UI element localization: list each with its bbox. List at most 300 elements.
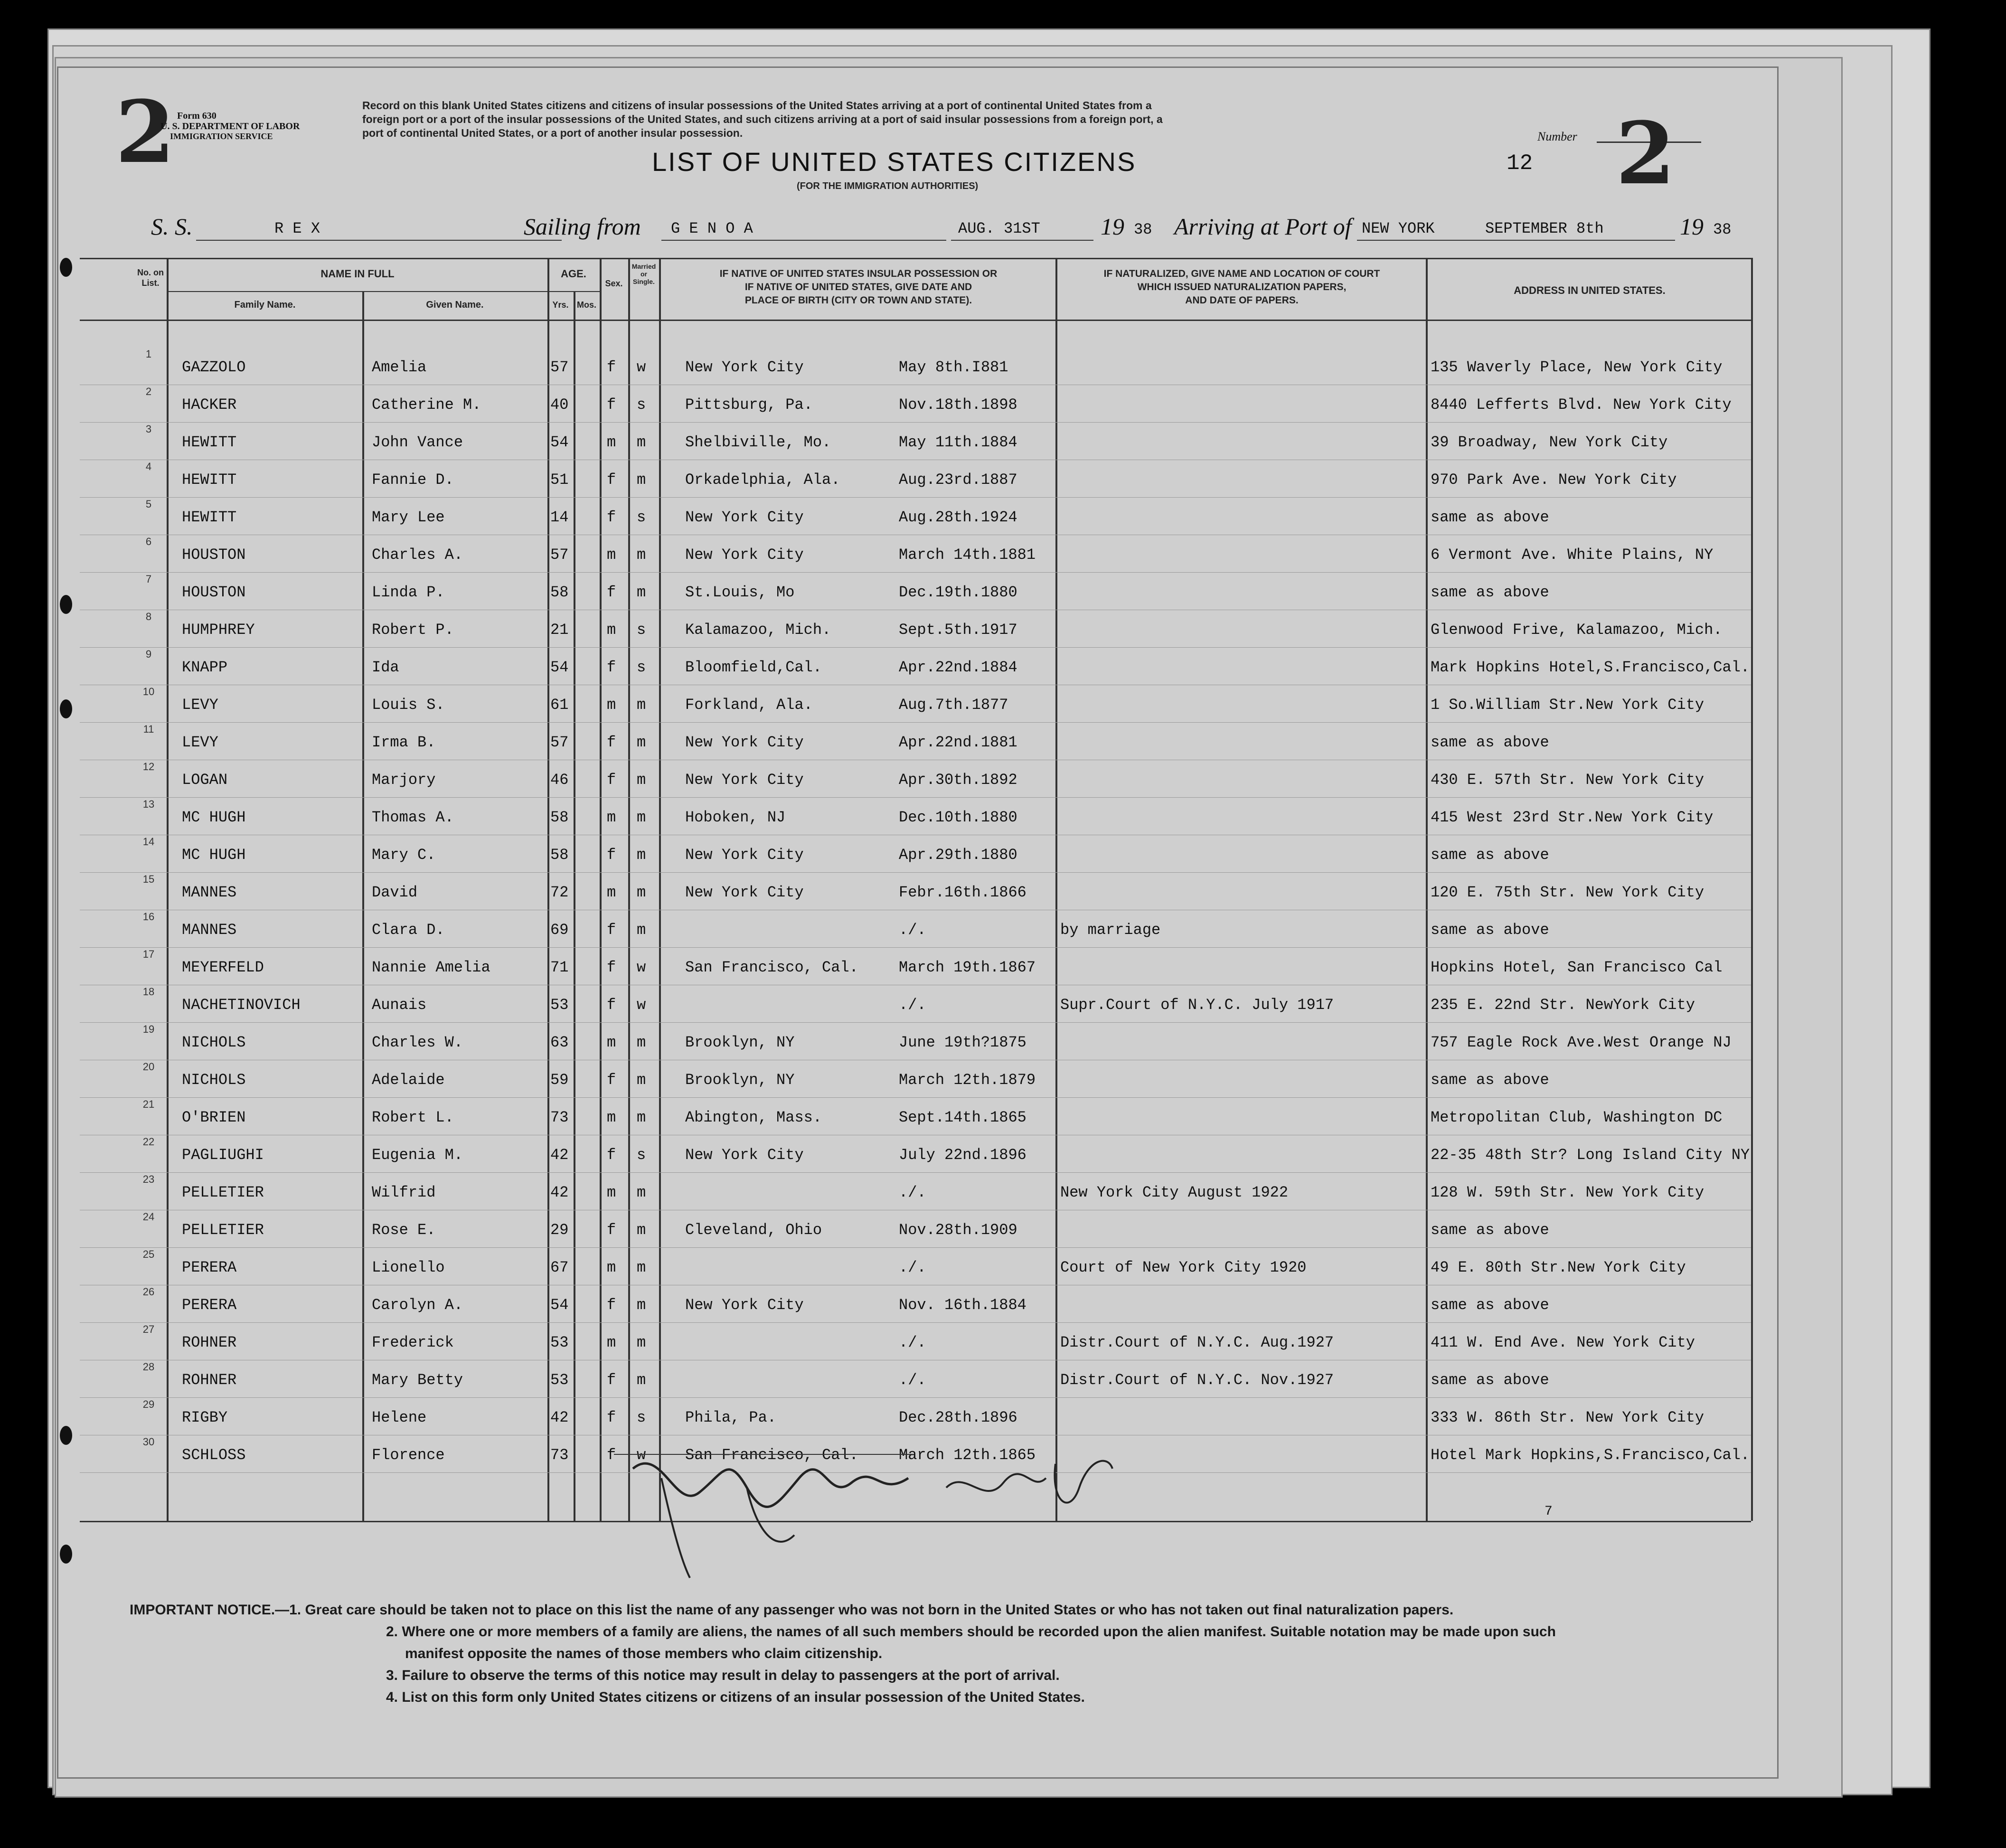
header-sex: Sex. (605, 279, 623, 288)
cell-age: 42 (550, 1146, 569, 1164)
table-row (58, 573, 1777, 610)
cell-date: Febr.16th.1866 (899, 884, 1027, 901)
header-naturalized (1058, 267, 1426, 307)
cell-given: Louis S. (372, 696, 445, 714)
header-married: Married or Single. (631, 263, 656, 285)
cell-age: 54 (550, 659, 569, 676)
cell-given: Ida (372, 659, 399, 676)
cell-address: 120 E. 75th Str. New York City (1431, 884, 1705, 901)
header-name-in-full: NAME IN FULL (320, 268, 395, 280)
table-row (58, 948, 1777, 985)
cell-place: New York City (685, 358, 804, 376)
table-row (58, 1286, 1777, 1323)
cell-ms: s (637, 396, 646, 414)
cell-given: Linda P. (372, 584, 445, 601)
port-from-underline (661, 240, 946, 241)
table-row (58, 1323, 1777, 1360)
table-row (58, 723, 1777, 760)
cell-date: Apr.22nd.1884 (899, 659, 1017, 676)
cell-sex: f (607, 734, 616, 751)
table-row (58, 1211, 1777, 1248)
sailing-label: Sailing from (524, 213, 641, 240)
notice-item-1: Great care should be taken not to place on this list the name of any passenger who was not born in the United States or who has not taken out final naturalization papers. (305, 1602, 1454, 1618)
cell-given: Mary Betty (372, 1371, 463, 1389)
cell-address: 6 Vermont Ave. White Plains, NY (1431, 546, 1714, 564)
cell-family: GAZZOLO (182, 358, 246, 376)
row-rule (80, 947, 1751, 948)
cell-family: PELLETIER (182, 1184, 264, 1201)
cell-family: LOGAN (182, 771, 228, 789)
row-rule (80, 1097, 1751, 1098)
cell-family: KNAPP (182, 659, 228, 676)
cell-ms: m (637, 584, 646, 601)
cell-date: Dec.28th.1896 (899, 1409, 1017, 1426)
cell-sex: f (607, 1296, 616, 1314)
page-subtitle: (FOR THE IMMIGRATION AUTHORITIES) (797, 181, 979, 191)
cell-address: same as above (1431, 1071, 1549, 1089)
row-number: 11 (143, 723, 154, 735)
cell-sex: f (607, 771, 616, 789)
cell-given: Frederick (372, 1334, 454, 1351)
cell-date: Apr.30th.1892 (899, 771, 1017, 789)
cell-ms: m (637, 1034, 646, 1051)
cell-ms: s (637, 659, 646, 676)
cell-address: 430 E. 57th Str. New York City (1431, 771, 1705, 789)
cell-given: Mary C. (372, 846, 436, 864)
table-row (58, 1061, 1777, 1098)
cell-ms: m (637, 471, 646, 489)
cell-age: 59 (550, 1071, 569, 1089)
table-row (58, 1173, 1777, 1210)
row-rule (80, 1397, 1751, 1398)
table-row (58, 798, 1777, 835)
service-name: IMMIGRATION SERVICE (170, 132, 273, 141)
cell-family: MC HUGH (182, 809, 246, 826)
cell-address: same as above (1431, 921, 1549, 939)
cell-ms: m (637, 1259, 646, 1276)
cell-place: San Francisco, Cal. (685, 1446, 858, 1464)
ship-underline (196, 240, 562, 241)
cell-age: 42 (550, 1409, 569, 1426)
department-name: U. S. DEPARTMENT OF LABOR (160, 121, 300, 132)
cell-age: 53 (550, 1334, 569, 1351)
cell-family: LEVY (182, 734, 218, 751)
row-number: 30 (142, 1436, 155, 1448)
table-top-border (80, 258, 1751, 259)
cell-age: 67 (550, 1259, 569, 1276)
cell-age: 58 (550, 809, 569, 826)
row-rule (80, 872, 1751, 873)
passenger-rows (58, 348, 1777, 1488)
cell-age: 53 (550, 1371, 569, 1389)
cell-given: Nannie Amelia (372, 959, 490, 976)
cell-family: PELLETIER (182, 1221, 264, 1239)
cell-date: ./. (899, 996, 926, 1014)
row-rule (80, 797, 1751, 798)
header-given-name: Given Name. (426, 300, 484, 310)
cell-age: 71 (550, 959, 569, 976)
cell-age: 58 (550, 846, 569, 864)
table-row (58, 1136, 1777, 1173)
cell-given: Robert L. (372, 1109, 454, 1126)
cell-family: MANNES (182, 884, 237, 901)
cell-age: 73 (550, 1446, 569, 1464)
row-rule (80, 647, 1751, 648)
row-number: 21 (142, 1098, 155, 1110)
header-natural-line-2: WHICH ISSUED NATURALIZATION PAPERS, (1137, 282, 1347, 292)
cell-address: 757 Eagle Rock Ave.West Orange NJ (1431, 1034, 1732, 1051)
cell-sex: f (607, 996, 616, 1014)
cell-ms: w (637, 959, 646, 976)
row-number: 10 (142, 686, 155, 698)
cell-date: Dec.10th.1880 (899, 809, 1017, 826)
cell-sex: m (607, 1034, 616, 1051)
cell-given: Lionello (372, 1259, 445, 1276)
cell-sex: m (607, 884, 616, 901)
cell-place: Bloomfield,Cal. (685, 659, 822, 676)
cell-given: Florence (372, 1446, 445, 1464)
cell-age: 58 (550, 584, 569, 601)
row-number: 25 (142, 1248, 155, 1260)
cell-sex: f (607, 1071, 616, 1089)
cell-sex: m (607, 621, 616, 639)
cell-given: Clara D. (372, 921, 445, 939)
cell-address: 415 West 23rd Str.New York City (1431, 809, 1714, 826)
table-row (58, 461, 1777, 498)
cell-place: Pittsburg, Pa. (685, 396, 813, 414)
cell-ms: s (637, 509, 646, 526)
table-row (58, 1248, 1777, 1285)
cell-date: Aug.7th.1877 (899, 696, 1008, 714)
page-number-left: 2 (115, 82, 175, 182)
cell-family: HACKER (182, 396, 237, 414)
header-natural-line-1: IF NATURALIZED, GIVE NAME AND LOCATION OF COURT (1103, 268, 1380, 279)
cell-given: Thomas A. (372, 809, 454, 826)
manifest-sheet (57, 66, 1779, 1779)
row-number: 24 (142, 1211, 155, 1223)
table-row (58, 648, 1777, 685)
cell-age: 53 (550, 996, 569, 1014)
cell-place: Kalamazoo, Mich. (685, 621, 831, 639)
cell-age: 29 (550, 1221, 569, 1239)
cell-age: 54 (550, 1296, 569, 1314)
row-number: 27 (142, 1323, 155, 1335)
cell-age: 57 (550, 734, 569, 751)
notice-item-3: 3. Failure to observe the terms of this notice may result in delay to passengers at the port of arrival. (386, 1668, 1060, 1683)
cell-sex: f (607, 358, 616, 376)
arrive-date: SEPTEMBER 8th (1485, 220, 1604, 237)
row-number: 18 (142, 986, 155, 998)
page-title: LIST OF UNITED STATES CITIZENS (652, 147, 1137, 177)
table-row (58, 1098, 1777, 1135)
form-number: Form 630 (177, 111, 217, 121)
cell-age: 72 (550, 884, 569, 901)
cell-sex: m (607, 1109, 616, 1126)
cell-date: Nov.18th.1898 (899, 396, 1017, 414)
row-number: 13 (142, 798, 155, 810)
cell-family: SCHLOSS (182, 1446, 246, 1464)
cell-place: New York City (685, 509, 804, 526)
cell-given: David (372, 884, 418, 901)
cell-place: Cleveland, Ohio (685, 1221, 822, 1239)
cell-date: March 19th.1867 (899, 959, 1036, 976)
cell-date: ./. (899, 1259, 926, 1276)
cell-family: MEYERFELD (182, 959, 264, 976)
cell-place: San Francisco, Cal. (685, 959, 858, 976)
depart-date-underline (951, 240, 1093, 241)
notice-item-2b: manifest opposite the names of those members who claim citizenship. (405, 1646, 883, 1661)
cell-address: same as above (1431, 1371, 1549, 1389)
cell-ms: m (637, 1334, 646, 1351)
cell-ms: m (637, 434, 646, 451)
arrive-year: 38 (1713, 221, 1732, 238)
cell-ms: w (637, 358, 646, 376)
cell-address: 333 W. 86th Str. New York City (1431, 1409, 1705, 1426)
cell-date: March 12th.1879 (899, 1071, 1036, 1089)
cell-place: Brooklyn, NY (685, 1034, 795, 1051)
cell-ms: m (637, 1071, 646, 1089)
cell-date: Nov. 16th.1884 (899, 1296, 1027, 1314)
cell-address: same as above (1431, 509, 1549, 526)
cell-address: 411 W. End Ave. New York City (1431, 1334, 1695, 1351)
cell-ms: m (637, 1371, 646, 1389)
cell-family: PERERA (182, 1259, 237, 1276)
cell-ms: m (637, 1109, 646, 1126)
cell-age: 40 (550, 396, 569, 414)
row-number: 14 (142, 836, 155, 848)
cell-given: Adelaide (372, 1071, 445, 1089)
cell-place: Abington, Mass. (685, 1109, 822, 1126)
port-from: G E N O A (671, 220, 753, 237)
cell-sex: f (607, 659, 616, 676)
row-number: 17 (142, 948, 155, 960)
cell-age: 54 (550, 434, 569, 451)
cell-natural: Supr.Court of N.Y.C. July 1917 (1060, 996, 1334, 1014)
cell-ms: m (637, 734, 646, 751)
table-row (58, 423, 1777, 460)
cell-age: 73 (550, 1109, 569, 1126)
cell-address: 1 So.William Str.New York City (1431, 696, 1705, 714)
cell-age: 51 (550, 471, 569, 489)
punch-hole (60, 258, 72, 277)
cell-given: Aunais (372, 996, 427, 1014)
cell-date: Aug.28th.1924 (899, 509, 1017, 526)
cell-sex: m (607, 809, 616, 826)
table-row (58, 1398, 1777, 1435)
cell-age: 57 (550, 358, 569, 376)
arrive-underline (1357, 240, 1675, 241)
row-number: 12 (142, 761, 155, 773)
cell-family: LEVY (182, 696, 218, 714)
cell-date: ./. (899, 1371, 926, 1389)
instruction-line-1: Record on this blank United States citizens and citizens of insular possessions of the United States arriving at a port of continental United States from a (362, 99, 1152, 112)
punch-hole (60, 1426, 72, 1445)
row-number: 16 (142, 911, 155, 923)
cell-date: May 8th.I881 (899, 358, 1008, 376)
table-row (58, 1023, 1777, 1060)
cell-ms: m (637, 846, 646, 864)
cell-sex: m (607, 434, 616, 451)
cell-address: 22-35 48th Str? Long Island City NY (1431, 1146, 1750, 1164)
cell-given: Carolyn A. (372, 1296, 463, 1314)
notice-item-2a: 2. Where one or more members of a family are aliens, the names of all such members should be recorded upon the alien manifest. Suitable notation may be made upon such (386, 1624, 1556, 1640)
cell-ms: m (637, 771, 646, 789)
cell-place: New York City (685, 1296, 804, 1314)
cell-natural: Distr.Court of N.Y.C. Nov.1927 (1060, 1371, 1334, 1389)
cell-family: MANNES (182, 921, 237, 939)
header-age: AGE. (561, 268, 586, 280)
cell-place: New York City (685, 734, 804, 751)
cell-date: June 19th?1875 (899, 1034, 1027, 1051)
cell-sex: m (607, 546, 616, 564)
cell-address: 135 Waverly Place, New York City (1431, 358, 1723, 376)
cell-given: Mary Lee (372, 509, 445, 526)
cell-sex: m (607, 1259, 616, 1276)
cell-family: NICHOLS (182, 1034, 246, 1051)
row-number: 22 (142, 1136, 155, 1148)
row-number: 28 (142, 1361, 155, 1373)
row-number: 20 (142, 1061, 155, 1073)
cell-sex: f (607, 396, 616, 414)
cell-ms: s (637, 1409, 646, 1426)
row-rule (80, 497, 1751, 498)
cell-ms: m (637, 1296, 646, 1314)
cell-address: same as above (1431, 1296, 1549, 1314)
cell-given: Irma B. (372, 734, 436, 751)
cell-ms: s (637, 1146, 646, 1164)
row-number: 23 (142, 1173, 155, 1185)
cell-date: Sept.14th.1865 (899, 1109, 1027, 1126)
cell-sex: f (607, 1371, 616, 1389)
row-rule (80, 1322, 1751, 1323)
header-address: ADDRESS IN UNITED STATES. (1514, 284, 1666, 296)
table-row (58, 686, 1777, 723)
cell-family: HEWITT (182, 434, 237, 451)
punch-hole (60, 1545, 72, 1564)
header-mos: Mos. (576, 300, 596, 310)
cell-family: HEWITT (182, 509, 237, 526)
table-row (58, 536, 1777, 573)
list-number: 12 (1507, 151, 1533, 176)
cell-family: NICHOLS (182, 1071, 246, 1089)
row-number: 5 (145, 498, 152, 510)
cell-place: St.Louis, Mo (685, 584, 795, 601)
cell-age: 57 (550, 546, 569, 564)
header-natural-line-3: AND DATE OF PAPERS. (1185, 295, 1299, 306)
cell-sex: m (607, 696, 616, 714)
cell-place: Brooklyn, NY (685, 1071, 795, 1089)
notice-label: IMPORTANT NOTICE.—1. (130, 1602, 301, 1618)
cell-ms: m (637, 921, 646, 939)
cell-given: Helene (372, 1409, 427, 1426)
cell-ms: m (637, 809, 646, 826)
ship-name: R E X (274, 220, 320, 237)
cell-address: Metropolitan Club, Washington DC (1431, 1109, 1723, 1126)
cell-given: Eugenia M. (372, 1146, 463, 1164)
row-rule (80, 1172, 1751, 1173)
cell-date: Aug.23rd.1887 (899, 471, 1017, 489)
cell-sex: m (607, 1334, 616, 1351)
cell-place: Hoboken, NJ (685, 809, 786, 826)
row-number: 1 (145, 348, 152, 360)
cell-given: Robert P. (372, 621, 454, 639)
cell-family: RIGBY (182, 1409, 228, 1426)
cell-family: NACHETINOVICH (182, 996, 301, 1014)
notice-item-4: 4. List on this form only United States citizens or citizens of an insular possession of the United States. (386, 1689, 1085, 1705)
cell-place: Shelbiville, Mo. (685, 434, 831, 451)
cell-family: ROHNER (182, 1371, 237, 1389)
punch-hole (60, 595, 72, 614)
header-bottom-border (80, 320, 1751, 321)
cell-sex: f (607, 584, 616, 601)
row-rule (80, 572, 1751, 573)
cell-address: same as above (1431, 846, 1549, 864)
row-number: 9 (145, 648, 152, 660)
cell-address: 8440 Lefferts Blvd. New York City (1431, 396, 1732, 414)
cell-place: New York City (685, 771, 804, 789)
row-number: 15 (142, 873, 155, 885)
cell-address: Hopkins Hotel, San Francisco Cal (1431, 959, 1723, 976)
cell-natural: New York City August 1922 (1060, 1184, 1289, 1201)
cell-place: New York City (685, 884, 804, 901)
cell-natural: Court of New York City 1920 (1060, 1259, 1307, 1276)
row-number: 29 (142, 1398, 155, 1410)
instruction-line-2: foreign port or a port of the insular possessions of the United States, and such citizens arriving at a port of said insular possessions from a foreign port, a (362, 113, 1163, 125)
table-row (58, 986, 1777, 1023)
cell-date: Sept.5th.1917 (899, 621, 1017, 639)
cell-ms: s (637, 621, 646, 639)
cell-ms: m (637, 1221, 646, 1239)
cell-given: Charles W. (372, 1034, 463, 1051)
cell-given: Catherine M. (372, 396, 481, 414)
table-row (58, 761, 1777, 798)
cell-ms: m (637, 884, 646, 901)
cell-place: New York City (685, 846, 804, 864)
cell-natural: Distr.Court of N.Y.C. Aug.1927 (1060, 1334, 1334, 1351)
cell-given: Marjory (372, 771, 436, 789)
cell-address: same as above (1431, 734, 1549, 751)
cell-family: ROHNER (182, 1334, 237, 1351)
cell-age: 69 (550, 921, 569, 939)
cell-address: 39 Broadway, New York City (1431, 434, 1668, 451)
row-rule (80, 1022, 1751, 1023)
important-notice (130, 1599, 1556, 1708)
cell-date: ./. (899, 1184, 926, 1201)
cell-ms: m (637, 546, 646, 564)
cell-place: Orkadelphia, Ala. (685, 471, 840, 489)
cell-given: Fannie D. (372, 471, 454, 489)
row-number: 19 (142, 1023, 155, 1035)
cell-sex: f (607, 1221, 616, 1239)
cell-address: same as above (1431, 1221, 1549, 1239)
cell-address: 49 E. 80th Str.New York City (1431, 1259, 1686, 1276)
cell-sex: m (607, 1184, 616, 1201)
cell-given: Wilfrid (372, 1184, 436, 1201)
cell-age: 61 (550, 696, 569, 714)
row-rule (80, 422, 1751, 423)
cell-date: ./. (899, 921, 926, 939)
row-number: 3 (145, 423, 152, 435)
officer-signature (604, 1435, 1174, 1625)
cell-given: John Vance (372, 434, 463, 451)
cell-sex: f (607, 1446, 616, 1464)
row-rule (80, 1247, 1751, 1248)
name-header-divider (168, 291, 547, 292)
depart-date: AUG. 31ST (958, 220, 1040, 237)
cell-family: PAGLIUGHI (182, 1146, 264, 1164)
cell-ms: m (637, 1184, 646, 1201)
header-native (661, 267, 1055, 307)
